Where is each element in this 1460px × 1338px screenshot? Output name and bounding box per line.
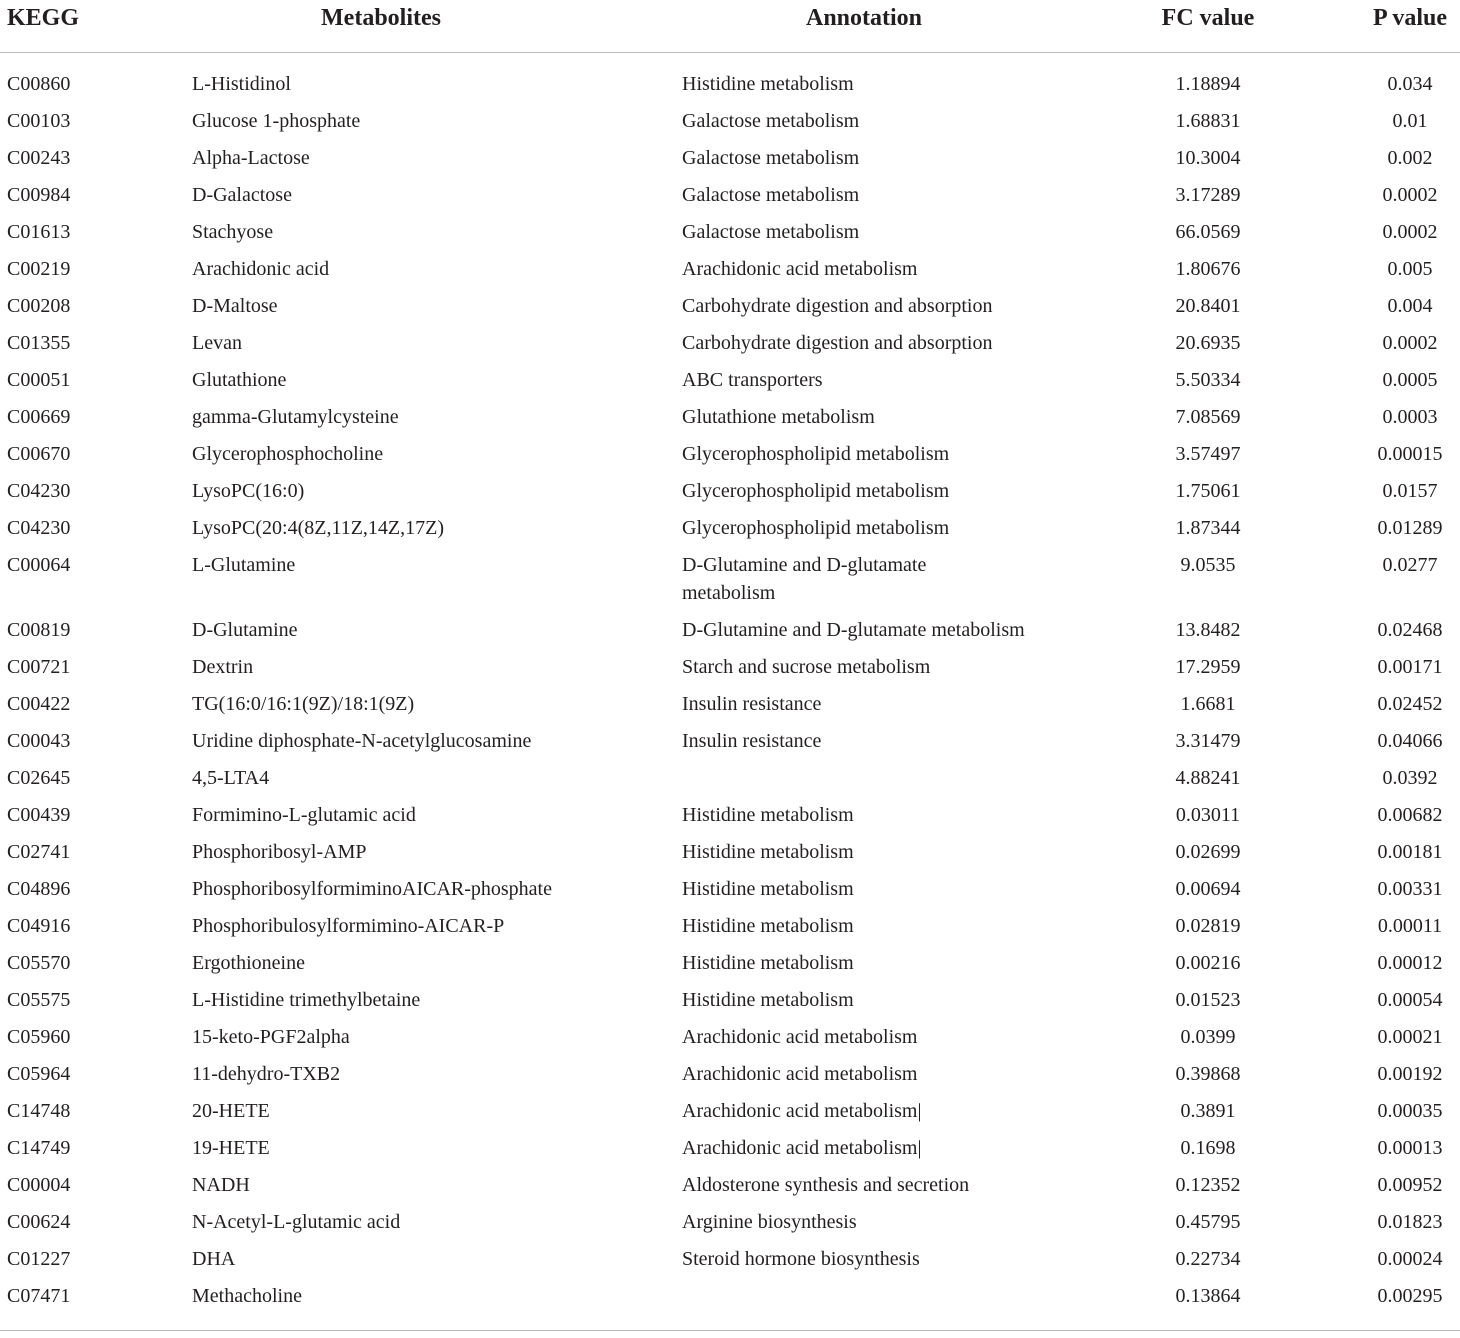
cell-p-value: 0.00013 (1377, 1137, 1443, 1159)
cell-annotation: Arachidonic acid metabolism (682, 1063, 918, 1085)
cell-fc-value: 13.8482 (1175, 619, 1241, 641)
cell-p-value: 0.00682 (1377, 804, 1443, 826)
cell-kegg: C00670 (7, 443, 71, 465)
cell-kegg: C02645 (7, 767, 71, 789)
cell-kegg: C00669 (7, 406, 71, 428)
cell-fc-value: 7.08569 (1175, 406, 1241, 428)
cell-metabolite: Methacholine (192, 1285, 302, 1307)
cell-kegg: C00103 (7, 110, 71, 132)
cell-fc-value: 0.13864 (1175, 1285, 1241, 1307)
cell-metabolite: Glycerophosphocholine (192, 443, 384, 465)
cell-fc-value: 0.02699 (1175, 841, 1241, 863)
cell-annotation: Glutathione metabolism (682, 406, 875, 428)
cell-metabolite: LysoPC(20:4(8Z,11Z,14Z,17Z) (192, 517, 445, 539)
cell-p-value: 0.0277 (1382, 554, 1438, 576)
cell-annotation: Histidine metabolism (682, 989, 854, 1011)
cell-fc-value: 0.00694 (1175, 878, 1241, 900)
cell-p-value: 0.01 (1392, 110, 1428, 132)
cell-kegg: C14749 (7, 1137, 71, 1159)
cell-metabolite: D-Maltose (192, 295, 278, 317)
cell-fc-value: 3.31479 (1175, 730, 1241, 752)
cell-metabolite: D-Glutamine (192, 619, 298, 641)
cell-annotation: D-Glutamine and D-glutamate metabolism (682, 619, 1025, 641)
cell-metabolite: gamma-Glutamylcysteine (192, 406, 399, 428)
cell-annotation: Glycerophospholipid metabolism (682, 480, 950, 502)
cell-annotation: Steroid hormone biosynthesis (682, 1248, 920, 1270)
cell-kegg: C00721 (7, 656, 71, 678)
cell-metabolite: Phosphoribulosylformimino-AICAR-P (192, 915, 505, 937)
cell-kegg: C01227 (7, 1248, 71, 1270)
cell-kegg: C07471 (7, 1285, 71, 1307)
cell-metabolite: LysoPC(16:0) (192, 480, 305, 502)
cell-kegg: C01613 (7, 221, 71, 243)
cell-p-value: 0.00171 (1377, 656, 1443, 678)
cell-annotation: Starch and sucrose metabolism (682, 656, 931, 678)
cell-annotation: Glycerophospholipid metabolism (682, 443, 950, 465)
cell-annotation: Galactose metabolism (682, 110, 860, 132)
cell-metabolite: Stachyose (192, 221, 274, 243)
cell-metabolite: L-Histidinol (192, 73, 291, 95)
cell-p-value: 0.00011 (1377, 915, 1443, 937)
cell-fc-value: 4.88241 (1175, 767, 1241, 789)
cell-kegg: C05960 (7, 1026, 71, 1048)
cell-p-value: 0.0002 (1382, 221, 1438, 243)
cell-annotation: Arachidonic acid metabolism (682, 258, 918, 280)
cell-p-value: 0.00015 (1377, 443, 1443, 465)
cell-metabolite: Ergothioneine (192, 952, 305, 974)
cell-fc-value: 3.57497 (1175, 443, 1241, 465)
cell-kegg: C00219 (7, 258, 71, 280)
cell-fc-value: 1.18894 (1175, 73, 1241, 95)
cell-annotation: Insulin resistance (682, 693, 822, 715)
cell-metabolite: N-Acetyl-L-glutamic acid (192, 1211, 401, 1233)
cell-metabolite: 15-keto-PGF2alpha (192, 1026, 350, 1048)
cell-fc-value: 5.50334 (1175, 369, 1241, 391)
cell-kegg: C14748 (7, 1100, 71, 1122)
cell-annotation: Aldosterone synthesis and secretion (682, 1174, 970, 1196)
cell-p-value: 0.00952 (1377, 1174, 1443, 1196)
cell-annotation: ABC transporters (682, 369, 823, 391)
cell-p-value: 0.005 (1387, 258, 1433, 280)
cell-kegg: C00208 (7, 295, 71, 317)
cell-kegg: C04230 (7, 517, 71, 539)
header-kegg: KEGG (7, 5, 80, 31)
cell-annotation: Glycerophospholipid metabolism (682, 517, 950, 539)
cell-metabolite: DHA (192, 1248, 236, 1270)
cell-metabolite: 20-HETE (192, 1100, 270, 1122)
cell-kegg: C00043 (7, 730, 71, 752)
cell-kegg: C02741 (7, 841, 71, 863)
cell-metabolite: NADH (192, 1174, 250, 1196)
cell-kegg: C04230 (7, 480, 71, 502)
cell-annotation: Histidine metabolism (682, 841, 854, 863)
cell-metabolite: TG(16:0/16:1(9Z)/18:1(9Z) (192, 693, 415, 715)
cell-p-value: 0.002 (1387, 147, 1433, 169)
cell-kegg: C00624 (7, 1211, 71, 1233)
cell-p-value: 0.00181 (1377, 841, 1443, 863)
cell-kegg: C04916 (7, 915, 71, 937)
cell-fc-value: 66.0569 (1175, 221, 1241, 243)
cell-p-value: 0.00331 (1377, 878, 1443, 900)
cell-annotation: Histidine metabolism (682, 804, 854, 826)
cell-annotation: Galactose metabolism (682, 184, 860, 206)
cell-metabolite: Levan (192, 332, 242, 354)
cell-annotation: Histidine metabolism (682, 73, 854, 95)
cell-p-value: 0.0157 (1382, 480, 1438, 502)
cell-p-value: 0.00192 (1377, 1063, 1443, 1085)
cell-fc-value: 10.3004 (1175, 147, 1241, 169)
cell-fc-value: 1.6681 (1180, 693, 1236, 715)
cell-fc-value: 0.39868 (1175, 1063, 1241, 1085)
cell-annotation: D-Glutamine and D-glutamate metabolism (682, 554, 927, 604)
cell-annotation: Arachidonic acid metabolism| (682, 1100, 922, 1122)
cell-kegg: C00422 (7, 693, 71, 715)
cell-fc-value: 20.8401 (1175, 295, 1241, 317)
cell-annotation: Histidine metabolism (682, 915, 854, 937)
cell-kegg: C00860 (7, 73, 71, 95)
cell-metabolite: Uridine diphosphate-N-acetylglucosamine (192, 730, 532, 752)
cell-p-value: 0.0392 (1382, 767, 1438, 789)
cell-p-value: 0.00295 (1377, 1285, 1443, 1307)
cell-p-value: 0.04066 (1377, 730, 1443, 752)
table-bottom-rule (0, 1330, 1460, 1331)
cell-kegg: C05570 (7, 952, 71, 974)
cell-kegg: C00984 (7, 184, 71, 206)
cell-fc-value: 0.01523 (1175, 989, 1241, 1011)
table-header (0, 0, 1460, 53)
cell-fc-value: 0.3891 (1180, 1100, 1236, 1122)
cell-fc-value: 20.6935 (1175, 332, 1241, 354)
cell-fc-value: 0.1698 (1180, 1137, 1236, 1159)
cell-fc-value: 0.02819 (1175, 915, 1241, 937)
header-metabolites: Metabolites (321, 5, 441, 31)
cell-annotation: Carbohydrate digestion and absorption (682, 332, 993, 354)
cell-metabolite: L-Glutamine (192, 554, 296, 576)
cell-kegg: C00051 (7, 369, 71, 391)
cell-fc-value: 0.45795 (1175, 1211, 1241, 1233)
cell-p-value: 0.02452 (1377, 693, 1443, 715)
cell-metabolite: L-Histidine trimethylbetaine (192, 989, 421, 1011)
cell-fc-value: 0.22734 (1175, 1248, 1241, 1270)
cell-kegg: C05964 (7, 1063, 71, 1085)
cell-annotation: Carbohydrate digestion and absorption (682, 295, 993, 317)
cell-metabolite: Glutathione (192, 369, 287, 391)
cell-fc-value: 1.68831 (1175, 110, 1241, 132)
metabolite-table (0, 0, 1460, 53)
cell-fc-value: 0.00216 (1175, 952, 1241, 974)
cell-kegg: C00064 (7, 554, 71, 576)
cell-metabolite: Phosphoribosyl-AMP (192, 841, 367, 863)
cell-metabolite: 19-HETE (192, 1137, 270, 1159)
cell-p-value: 0.02468 (1377, 619, 1443, 641)
cell-fc-value: 0.12352 (1175, 1174, 1241, 1196)
cell-fc-value: 17.2959 (1175, 656, 1241, 678)
cell-p-value: 0.0003 (1382, 406, 1438, 428)
cell-p-value: 0.034 (1387, 73, 1433, 95)
cell-annotation: Galactose metabolism (682, 147, 860, 169)
cell-annotation: Arachidonic acid metabolism (682, 1026, 918, 1048)
cell-annotation: Arachidonic acid metabolism| (682, 1137, 922, 1159)
cell-p-value: 0.0002 (1382, 332, 1438, 354)
cell-annotation: Histidine metabolism (682, 878, 854, 900)
header-annotation: Annotation (805, 5, 923, 31)
cell-metabolite: PhosphoribosylformiminoAICAR-phosphate (192, 878, 552, 900)
cell-p-value: 0.00012 (1377, 952, 1443, 974)
cell-p-value: 0.00021 (1377, 1026, 1443, 1048)
cell-annotation: Insulin resistance (682, 730, 822, 752)
cell-annotation: Galactose metabolism (682, 221, 860, 243)
cell-metabolite: Glucose 1-phosphate (192, 110, 361, 132)
cell-p-value: 0.00024 (1377, 1248, 1443, 1270)
cell-fc-value: 0.0399 (1180, 1026, 1236, 1048)
cell-kegg: C00243 (7, 147, 71, 169)
cell-kegg: C04896 (7, 878, 71, 900)
cell-metabolite: 4,5-LTA4 (192, 767, 270, 789)
cell-kegg: C00819 (7, 619, 71, 641)
cell-fc-value: 1.87344 (1175, 517, 1241, 539)
cell-p-value: 0.0002 (1382, 184, 1438, 206)
cell-p-value: 0.004 (1387, 295, 1433, 317)
cell-p-value: 0.00054 (1377, 989, 1443, 1011)
cell-metabolite: Alpha-Lactose (192, 147, 310, 169)
header-p-value: P value (1372, 5, 1448, 31)
cell-metabolite: 11-dehydro-TXB2 (192, 1063, 341, 1085)
cell-annotation: Arginine biosynthesis (682, 1211, 857, 1233)
cell-p-value: 0.01289 (1377, 517, 1443, 539)
cell-metabolite: D-Galactose (192, 184, 292, 206)
cell-kegg: C05575 (7, 989, 71, 1011)
cell-fc-value: 0.03011 (1175, 804, 1241, 826)
cell-p-value: 0.00035 (1377, 1100, 1443, 1122)
cell-kegg: C00004 (7, 1174, 71, 1196)
cell-p-value: 0.01823 (1377, 1211, 1443, 1233)
cell-annotation: Histidine metabolism (682, 952, 854, 974)
header-fc-value: FC value (1161, 5, 1255, 31)
cell-fc-value: 1.75061 (1175, 480, 1241, 502)
cell-fc-value: 3.17289 (1175, 184, 1241, 206)
cell-kegg: C00439 (7, 804, 71, 826)
cell-metabolite: Dextrin (192, 656, 254, 678)
cell-metabolite: Formimino-L-glutamic acid (192, 804, 416, 826)
cell-fc-value: 1.80676 (1175, 258, 1241, 280)
cell-fc-value: 9.0535 (1180, 554, 1236, 576)
cell-p-value: 0.0005 (1382, 369, 1438, 391)
cell-metabolite: Arachidonic acid (192, 258, 330, 280)
cell-kegg: C01355 (7, 332, 71, 354)
